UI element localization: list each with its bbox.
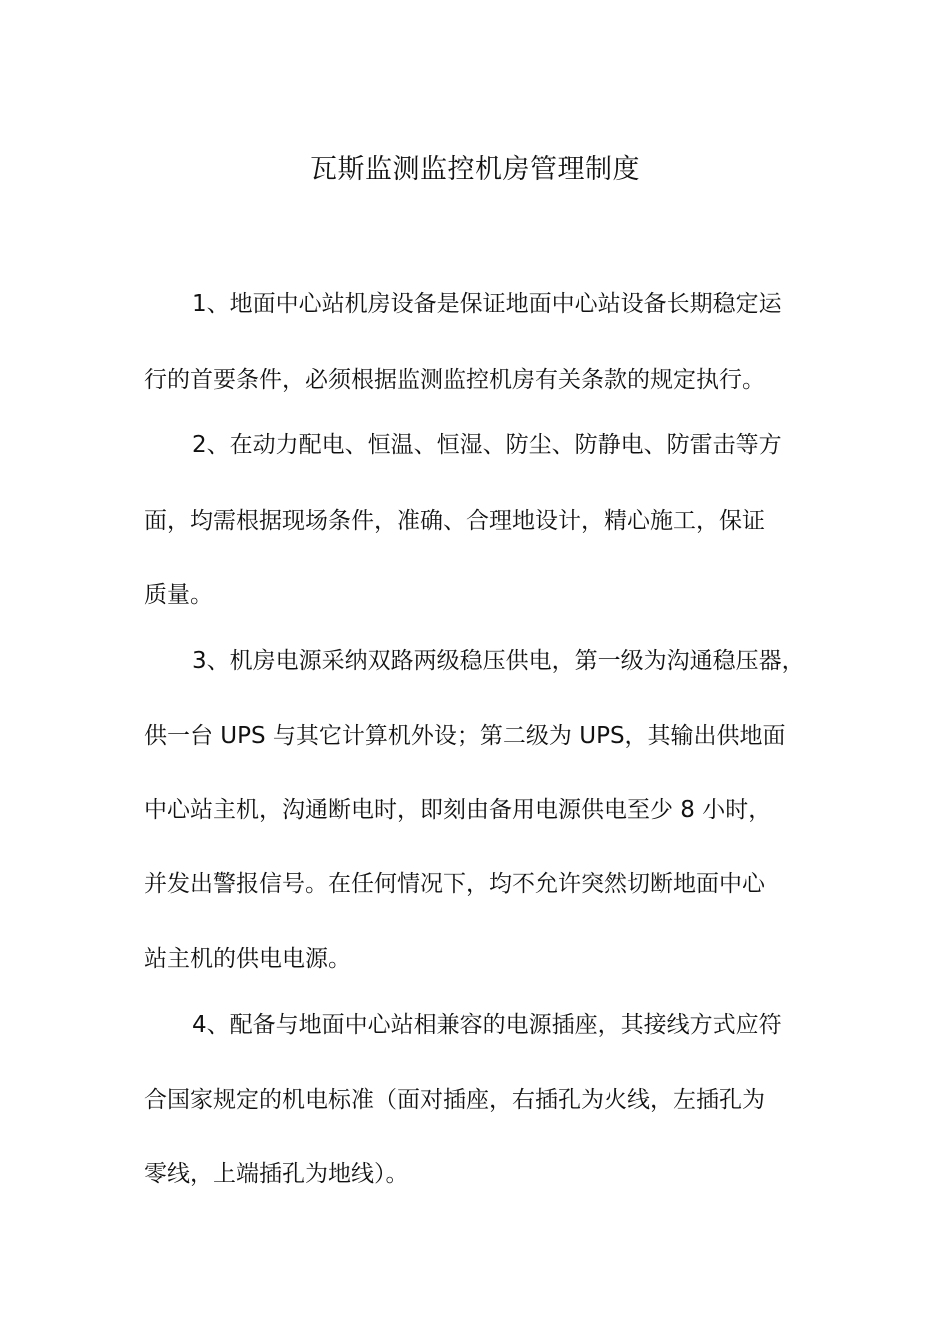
paragraph-1-line-2: 行的首要条件，必须根据监测监控机房有关条款的规定执行。	[144, 367, 765, 393]
paragraph-3-line-5: 站主机的供电电源。	[144, 946, 351, 972]
paragraph-1-line-1: 1、地面中心站机房设备是保证地面中心站设备长期稳定运	[192, 291, 782, 317]
paragraph-2-line-1: 2、在动力配电、恒温、恒湿、防尘、防静电、防雷击等方	[192, 432, 782, 458]
paragraph-3-line-4: 并发出警报信号。在任何情况下，均不允许突然切断地面中心	[144, 871, 765, 897]
document-title: 瓦斯监测监控机房管理制度	[310, 154, 640, 185]
paragraph-3-line-1: 3、机房电源采纳双路两级稳压供电，第一级为沟通稳压器，	[192, 648, 805, 674]
paragraph-4-line-3: 零线，上端插孔为地线）。	[144, 1161, 409, 1187]
paragraph-4-line-2: 合国家规定的机电标准（面对插座，右插孔为火线，左插孔为	[144, 1087, 765, 1113]
paragraph-3-line-2: 供一台 UPS 与其它计算机外设；第二级为 UPS，其输出供地面	[144, 723, 786, 749]
paragraph-3-line-3: 中心站主机，沟通断电时，即刻由备用电源供电至少 8 小时，	[144, 797, 772, 823]
paragraph-4-line-1: 4、配备与地面中心站相兼容的电源插座，其接线方式应符	[192, 1012, 782, 1038]
paragraph-2-line-2: 面，均需根据现场条件，准确、合理地设计，精心施工，保证	[144, 508, 765, 534]
paragraph-2-line-3: 质量。	[144, 582, 213, 608]
